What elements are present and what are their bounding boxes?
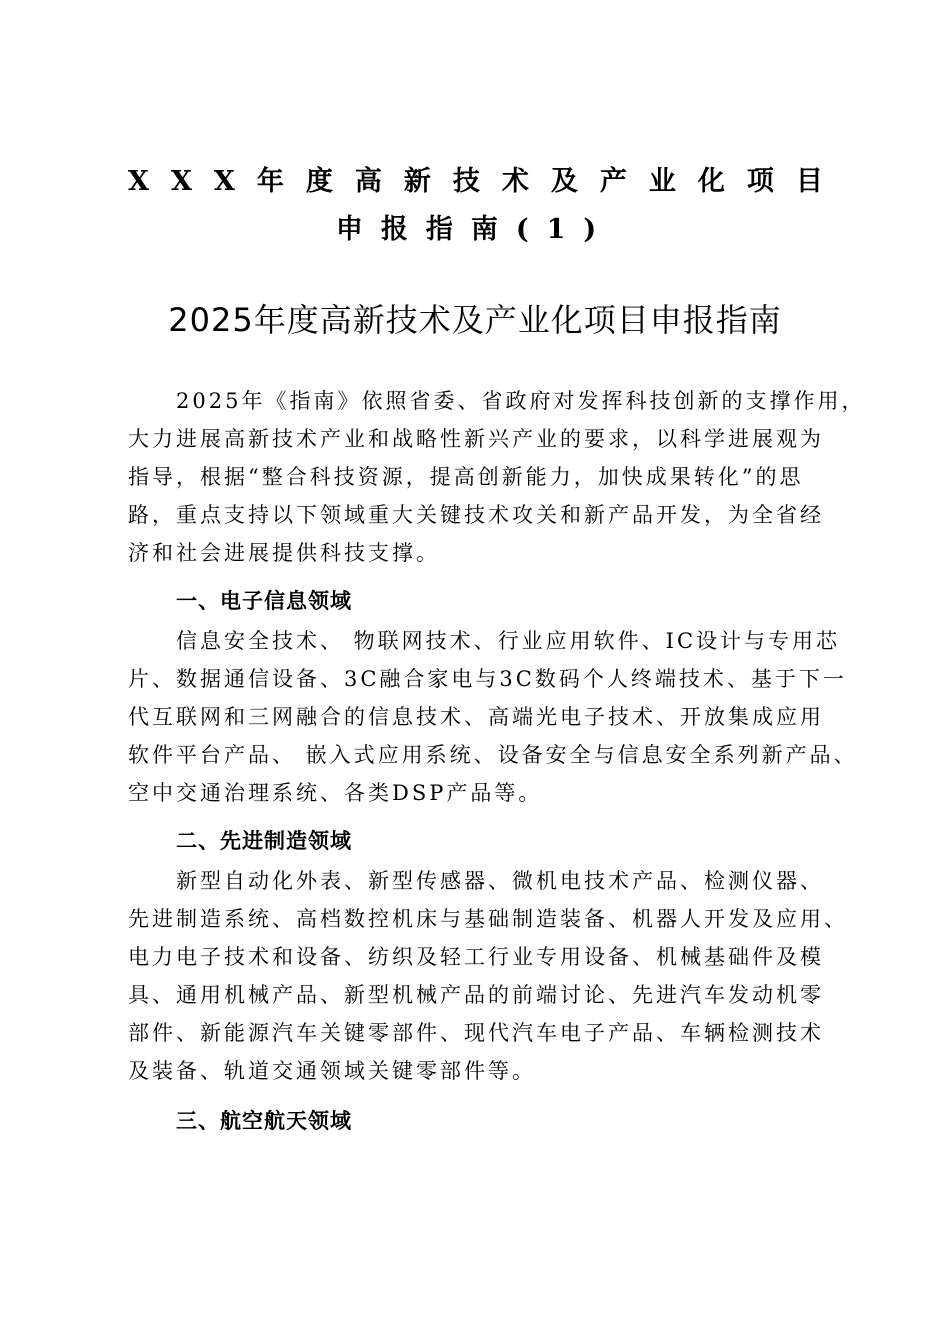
- cover-title-line-1: XXX年度高新技术及产业化项目: [128, 166, 845, 197]
- section-line: 具、通用机械产品、新型机械产品的前端讨论、先进汽车发动机零: [128, 983, 824, 1007]
- section-line: 空中交通治理系统、各类DSP产品等。: [128, 781, 543, 805]
- intro-line: 路，重点支持以下领域重大关键技术攻关和新产品开发，为全省经: [128, 503, 824, 527]
- intro-line: 2025年《指南》依照省委、省政府对发挥科技创新的支撑作用，: [176, 389, 866, 413]
- cover-title-line-2: 申报指南(1): [335, 214, 615, 245]
- section-line: 部件、新能源汽车关键零部件、现代汽车电子产品、车辆检测技术: [128, 1021, 824, 1045]
- intro-line: 大力进展高新技术产业和战略性新兴产业的要求，以科学进展观为: [128, 427, 824, 451]
- section-line: 代互联网和三网融合的信息技术、高端光电子技术、开放集成应用: [128, 705, 824, 729]
- intro-line: 指导，根据“整合科技资源，提高创新能力，加快成果转化”的思: [128, 465, 804, 489]
- section-line: 片、数据通信设备、3C融合家电与3C数码个人终端技术、基于下一: [128, 667, 847, 691]
- section-line: 先进制造系统、高档数控机床与基础制造装备、机器人开发及应用、: [128, 907, 848, 931]
- section-heading: 一、电子信息领域: [176, 589, 352, 613]
- section-line: 电力电子技术和设备、纺织及轻工行业专用设备、机械基础件及模: [128, 945, 824, 969]
- main-title: 2025年度高新技术及产业化项目申报指南: [168, 301, 782, 339]
- section-line: 信息安全技术、 物联网技术、行业应用软件、IC设计与专用芯: [176, 629, 841, 653]
- intro-line: 济和社会进展提供科技支撑。: [128, 541, 440, 565]
- section-line: 及装备、轨道交通领域关键零部件等。: [128, 1059, 536, 1083]
- section-heading: 三、航空航天领域: [176, 1109, 352, 1133]
- section-heading: 二、先进制造领域: [176, 829, 352, 853]
- section-line: 软件平台产品、 嵌入式应用系统、设备安全与信息安全系列新产品、: [128, 743, 858, 767]
- section-line: 新型自动化外表、新型传感器、微机电技术产品、检测仪器、: [176, 869, 824, 893]
